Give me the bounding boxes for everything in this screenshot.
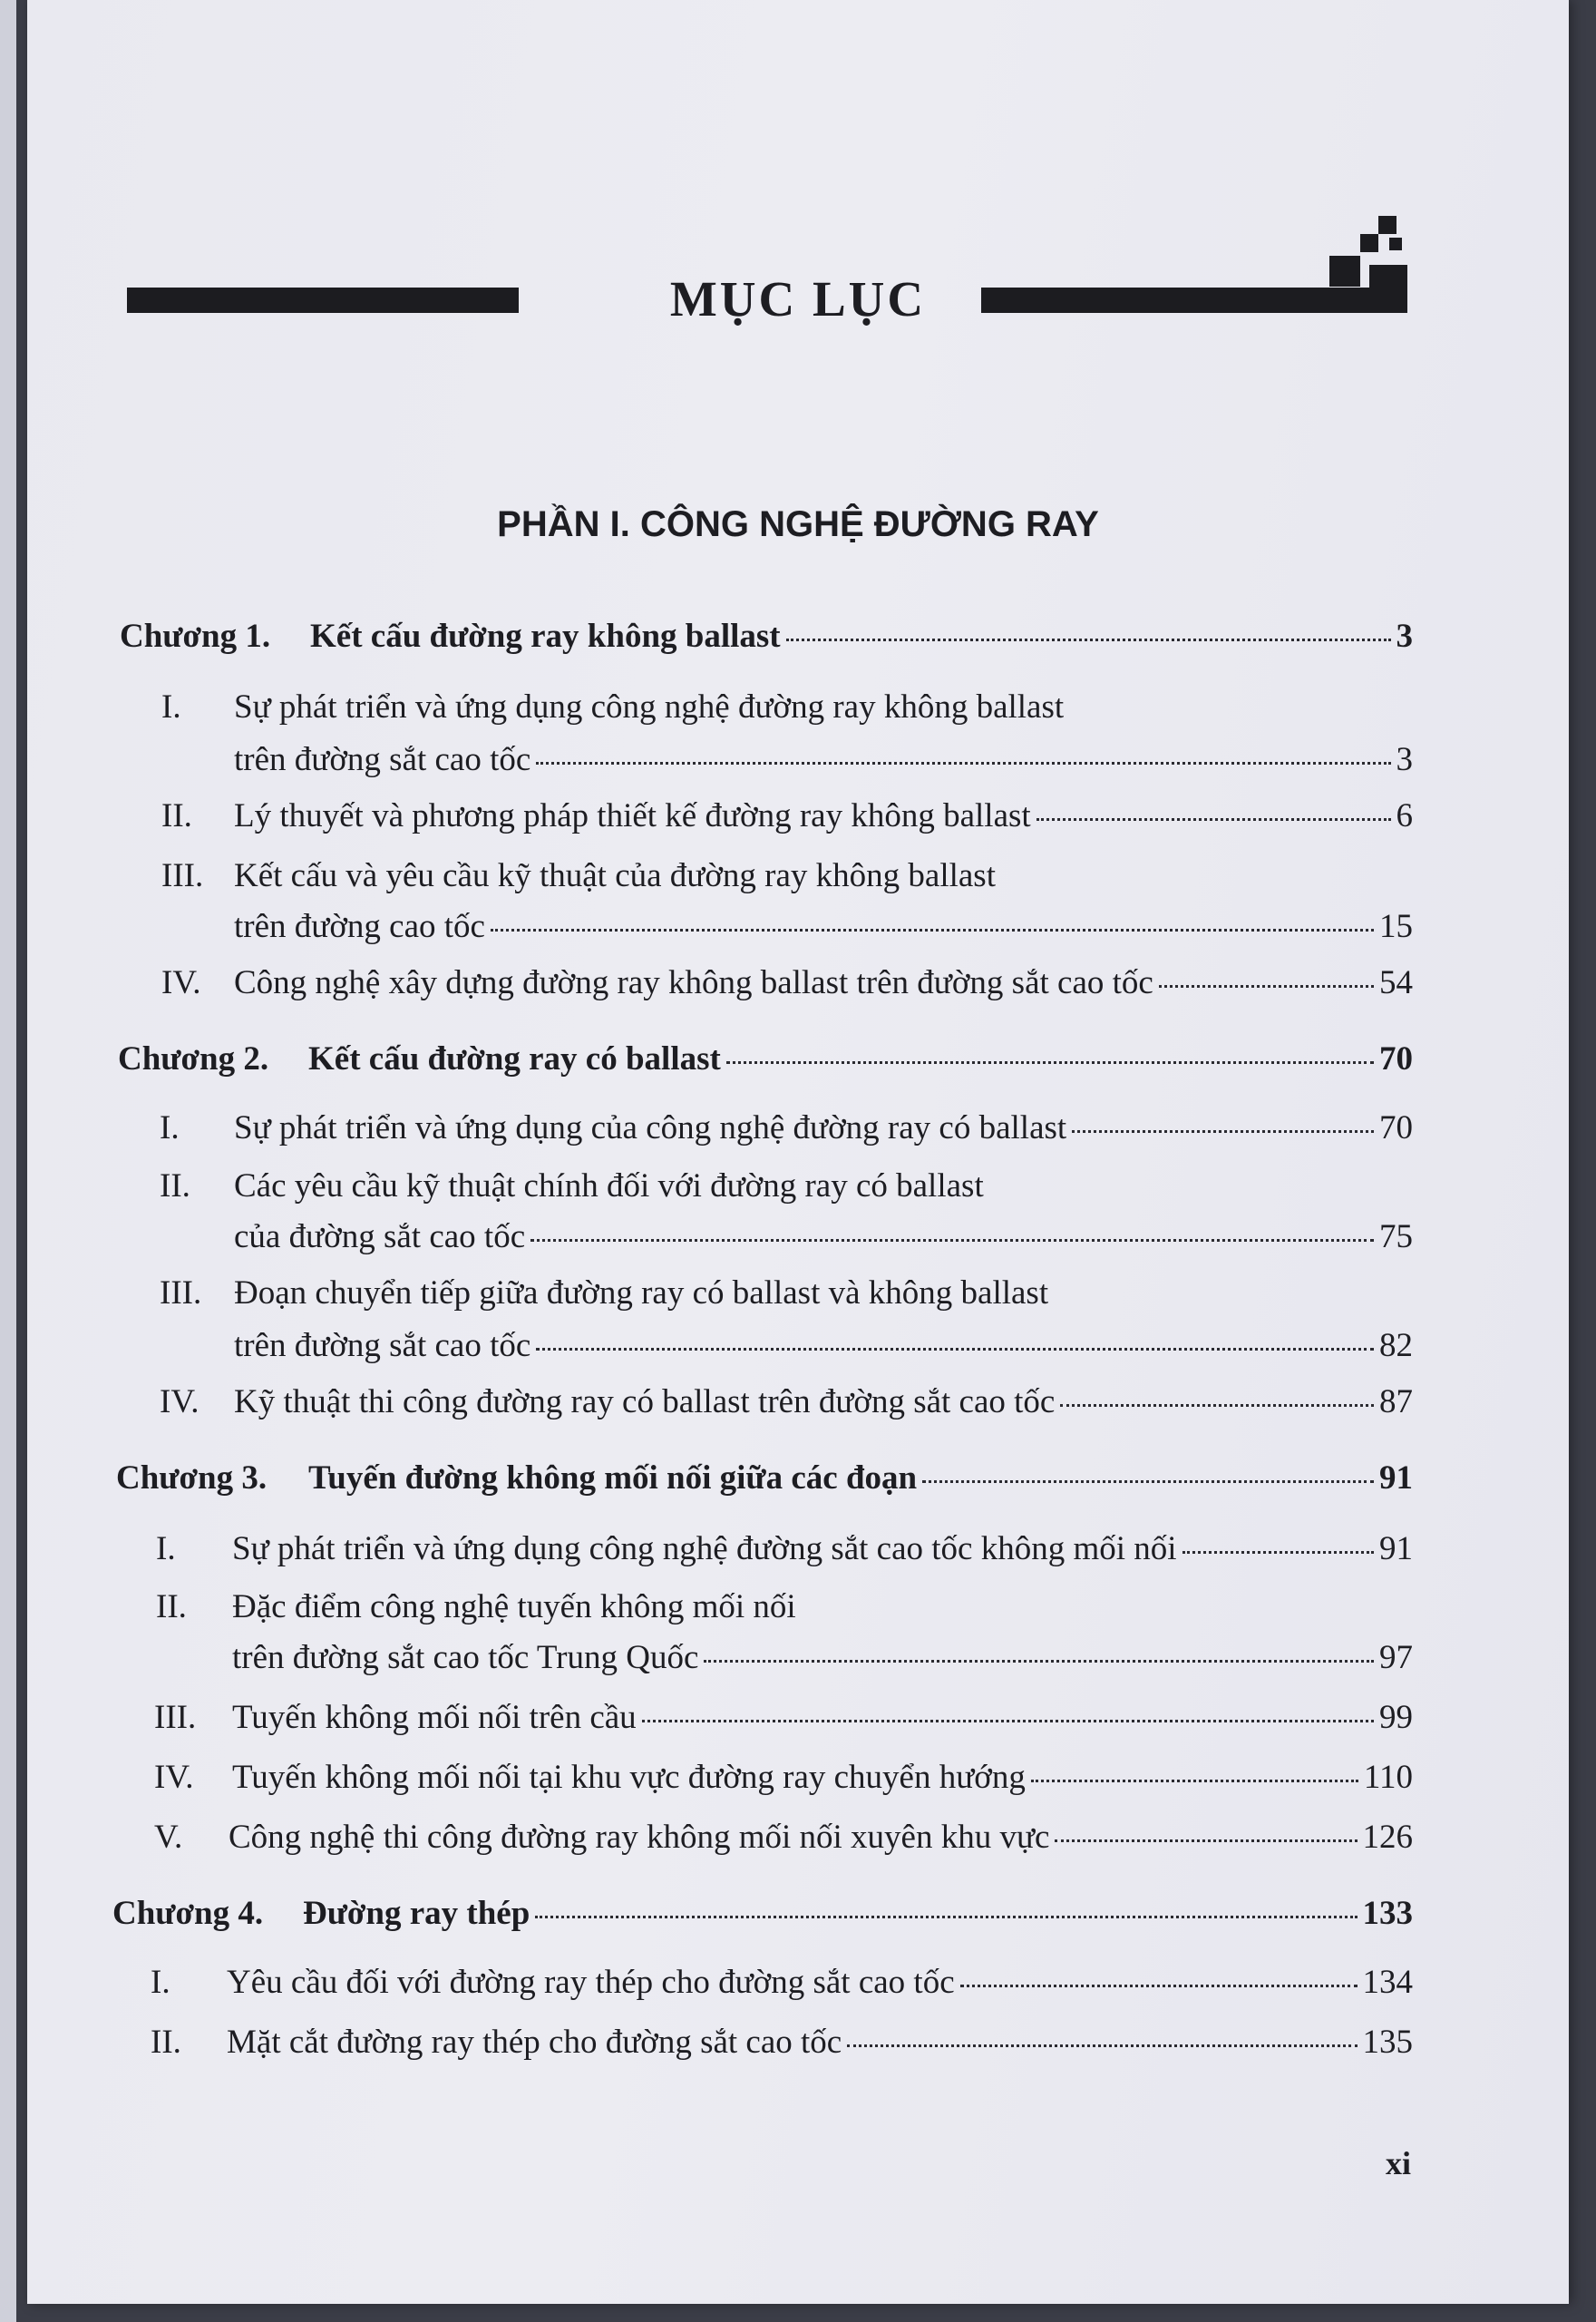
section-title: Công nghệ xây dựng đường ray không ballast trên đường sắt cao tốc	[234, 964, 1153, 1001]
page-number: 6	[1396, 797, 1413, 834]
dot-leader	[922, 1480, 1374, 1483]
toc-section-continued[interactable]	[234, 1326, 1413, 1366]
toc-section[interactable]	[161, 856, 1413, 896]
section-title: Sự phát triển và ứng dụng công nghệ đường sắt cao tốc không mối nối	[232, 1530, 1177, 1567]
section-number: II.	[161, 797, 192, 834]
chapter-title: Kết cấu đường ray không ballast	[310, 618, 781, 655]
dot-leader	[642, 1720, 1374, 1722]
page-number: 54	[1379, 964, 1413, 1001]
page-number: 70	[1379, 1040, 1413, 1078]
section-number: IV.	[161, 964, 201, 1001]
toc-section[interactable]	[161, 796, 1413, 836]
dot-leader	[536, 1348, 1374, 1351]
toc-section[interactable]	[161, 963, 1413, 1003]
section-number: II.	[160, 1167, 190, 1205]
section-title: của đường sắt cao tốc	[234, 1218, 526, 1255]
section-number: I.	[151, 1964, 170, 2001]
dot-leader	[726, 1061, 1374, 1064]
section-title: trên đường sắt cao tốc Trung Quốc	[232, 1639, 699, 1676]
toc-chapter-1[interactable]	[120, 617, 1413, 657]
toc-chapter-3[interactable]	[116, 1459, 1413, 1498]
section-number: IV.	[154, 1759, 194, 1796]
chapter-title: Kết cấu đường ray có ballast	[308, 1040, 721, 1078]
chapter-number: Chương 2.	[118, 1040, 269, 1078]
dot-leader	[530, 1239, 1374, 1242]
section-number: II.	[156, 1588, 187, 1625]
dot-leader	[1055, 1839, 1357, 1842]
toc-section[interactable]	[154, 1818, 1413, 1858]
page-number: 75	[1379, 1218, 1413, 1255]
page-number: 87	[1379, 1383, 1413, 1420]
chapter-number: Chương 1.	[120, 618, 271, 655]
toc-section[interactable]	[156, 1587, 1413, 1627]
page-number: 91	[1379, 1530, 1413, 1567]
section-number: I.	[161, 688, 181, 726]
section-title: Mặt cắt đường ray thép cho đường sắt cao tốc	[227, 2024, 842, 2061]
section-title: Kỹ thuật thi công đường ray có ballast trên đường sắt cao tốc	[234, 1383, 1056, 1420]
dot-leader	[960, 1985, 1358, 1987]
page-title: MỤC LỤC	[669, 271, 927, 327]
section-title: Kết cấu và yêu cầu kỹ thuật của đường ray không ballast	[234, 857, 996, 894]
section-title: Tuyến không mối nối trên cầu	[232, 1699, 637, 1736]
section-title: trên đường sắt cao tốc	[234, 1327, 531, 1364]
toc-section-continued[interactable]	[232, 1638, 1413, 1678]
section-title: Sự phát triển và ứng dụng công nghệ đường ray không ballast	[234, 688, 1065, 726]
page-number: 15	[1379, 908, 1413, 945]
page-number: 97	[1379, 1639, 1413, 1676]
chapter-number: Chương 3.	[116, 1459, 268, 1497]
page-number: 82	[1379, 1327, 1413, 1364]
page-number: 70	[1379, 1109, 1413, 1146]
page-number: 91	[1379, 1459, 1413, 1497]
chapter-title: Tuyến đường không mối nối giữa các đoạn	[308, 1459, 918, 1497]
section-number: I.	[156, 1530, 176, 1567]
page-number: 99	[1379, 1699, 1413, 1736]
dot-leader	[847, 2044, 1357, 2047]
section-title: trên đường sắt cao tốc	[234, 741, 531, 778]
section-number: III.	[154, 1699, 197, 1736]
section-number: III.	[161, 857, 204, 894]
section-title: Công nghệ thi công đường ray không mối nối xuyên khu vực	[229, 1819, 1050, 1856]
section-title: Đặc điểm công nghệ tuyến không mối nối	[232, 1588, 796, 1625]
page-number: 126	[1362, 1819, 1413, 1856]
toc-section[interactable]	[151, 2023, 1413, 2063]
dot-leader	[1031, 1780, 1358, 1782]
toc-section[interactable]	[154, 1758, 1413, 1798]
toc-section[interactable]	[160, 1273, 1413, 1313]
dot-leader	[704, 1660, 1374, 1663]
dot-leader	[786, 639, 1391, 641]
dot-leader	[536, 762, 1390, 765]
toc-section[interactable]	[160, 1108, 1413, 1148]
page-number: 3	[1396, 618, 1413, 655]
section-number: IV.	[160, 1383, 200, 1420]
chapter-number: Chương 4.	[112, 1895, 264, 1932]
dot-leader	[1060, 1404, 1374, 1407]
toc-chapter-4[interactable]	[112, 1894, 1413, 1934]
section-title: trên đường cao tốc	[234, 908, 485, 945]
section-number: I.	[160, 1109, 180, 1146]
part-title: PHẦN I. CÔNG NGHỆ ĐƯỜNG RAY	[497, 504, 1099, 544]
toc-section-continued[interactable]	[234, 1217, 1413, 1257]
dot-leader	[491, 929, 1374, 932]
dot-leader	[1159, 985, 1374, 988]
page-number: 110	[1363, 1759, 1413, 1796]
toc-section[interactable]	[154, 1698, 1413, 1738]
page-number: 3	[1396, 741, 1413, 778]
page-number-footer: xi	[1386, 2145, 1412, 2181]
dot-leader	[535, 1916, 1357, 1918]
toc-section-continued[interactable]	[234, 740, 1413, 780]
toc-section-continued[interactable]	[234, 907, 1413, 947]
dot-leader	[1182, 1551, 1374, 1554]
toc-section[interactable]	[161, 688, 1413, 727]
page-number: 135	[1362, 2024, 1413, 2061]
page-number: 134	[1362, 1964, 1413, 2001]
toc-section[interactable]	[160, 1166, 1413, 1206]
section-title: Lý thuyết và phương pháp thiết kế đường ray không ballast	[234, 797, 1031, 834]
dot-leader	[1072, 1130, 1374, 1133]
dot-leader	[1036, 818, 1391, 821]
section-title: Yêu cầu đối với đường ray thép cho đường sắt cao tốc	[227, 1964, 955, 2001]
section-title: Tuyến không mối nối tại khu vực đường ray chuyển hướng	[232, 1759, 1026, 1796]
chapter-title: Đường ray thép	[303, 1895, 530, 1932]
toc-section[interactable]	[151, 1963, 1413, 2003]
toc-section[interactable]	[156, 1529, 1413, 1569]
section-number: V.	[154, 1819, 183, 1856]
section-number: II.	[151, 2024, 181, 2061]
section-title: Sự phát triển và ứng dụng của công nghệ đường ray có ballast	[234, 1109, 1067, 1146]
page-number: 133	[1362, 1895, 1413, 1932]
toc-chapter-2[interactable]	[118, 1039, 1413, 1079]
section-title: Các yêu cầu kỹ thuật chính đối với đường ray có ballast	[234, 1167, 984, 1205]
section-title: Đoạn chuyển tiếp giữa đường ray có ballast và không ballast	[234, 1274, 1049, 1312]
section-number: III.	[160, 1274, 202, 1312]
toc-section[interactable]	[160, 1382, 1413, 1422]
